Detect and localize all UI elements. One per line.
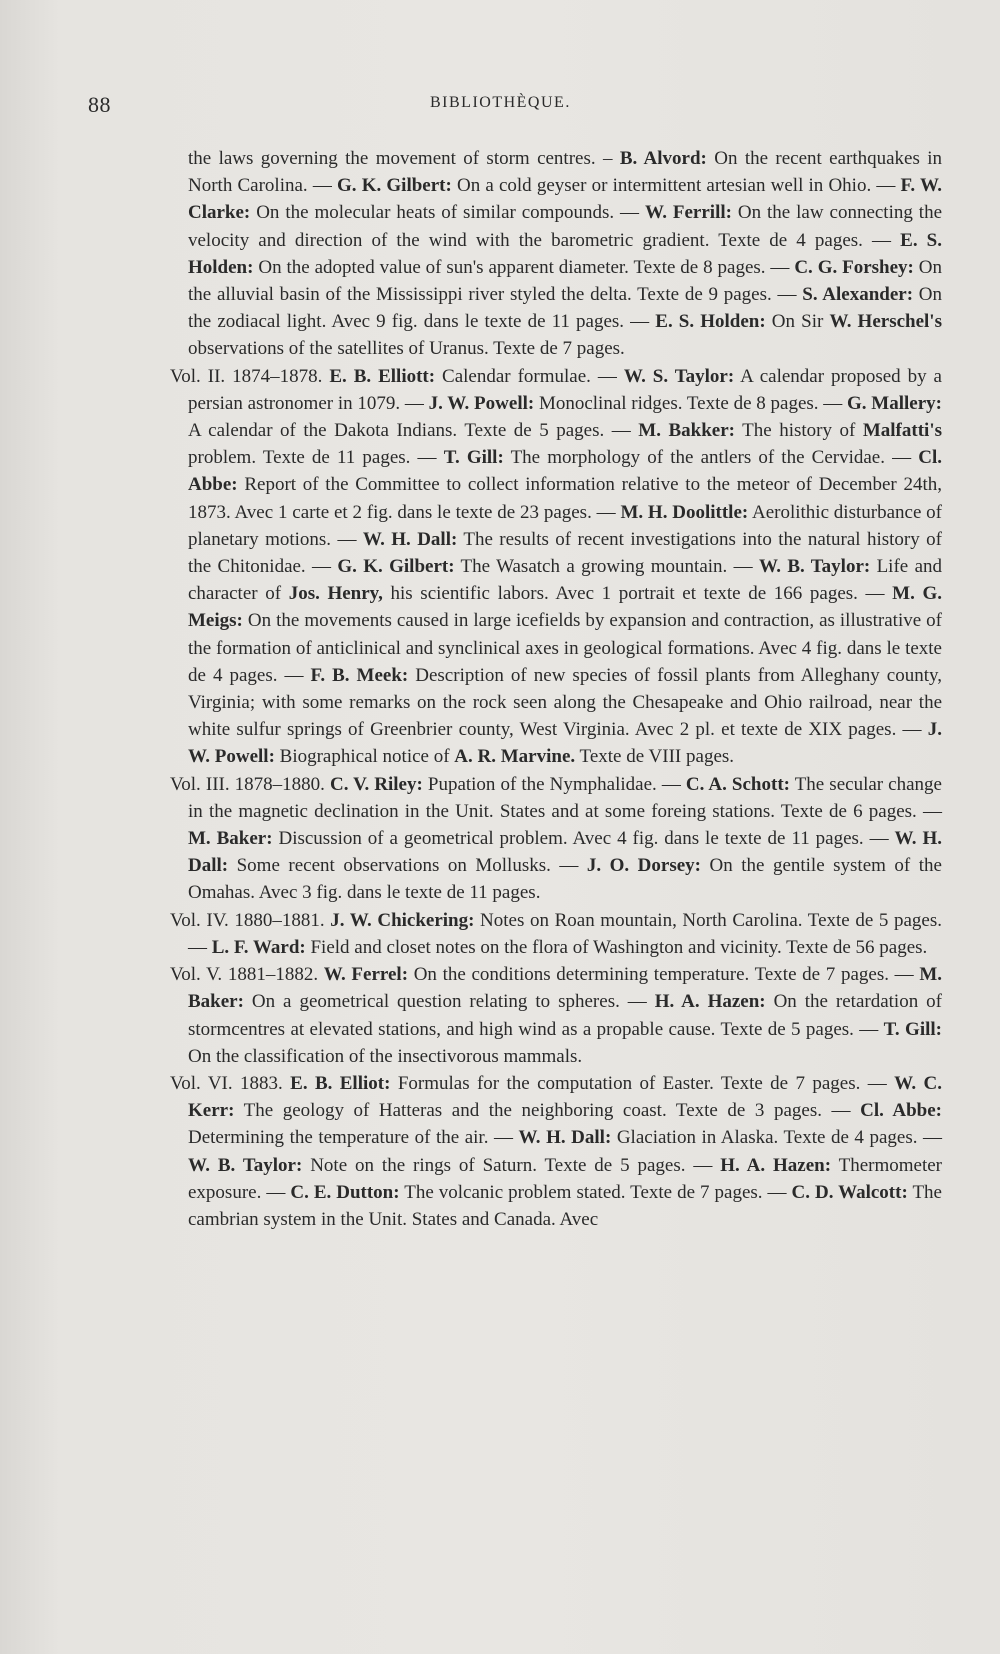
author-name: G. Mallery:: [847, 392, 942, 414]
author-name: H. A. Hazen:: [654, 991, 766, 1013]
author-name: M. Baker:: [188, 828, 273, 850]
entry-text: Discussion of a geometrical problem. Avec 4 fig. dans le texte de 11 pages. —: [272, 828, 895, 850]
entry-text: Life and character of: [188, 556, 942, 605]
author-name: H. A. Hazen:: [720, 1154, 832, 1176]
author-name: J. W. Powell:: [428, 392, 535, 414]
entry-text: Field and closet notes on the flora of Washington and vicinity. Texte de 56 pages.: [305, 936, 928, 958]
page-number: 88: [88, 92, 111, 117]
entry-text: Vol. VI. 1883.: [170, 1072, 291, 1094]
author-name: W. B. Taylor:: [188, 1154, 303, 1176]
author-name: F. B. Meek:: [310, 664, 409, 686]
author-name: M. H. Doolittle:: [620, 501, 749, 523]
entry-text: The cambrian system in the Unit. States and Canada. Avec: [188, 1181, 942, 1230]
author-name: E. S. Holden:: [655, 311, 766, 333]
author-name: C. A. Schott:: [685, 773, 790, 795]
author-name: W. H. Dall:: [188, 828, 942, 877]
paragraph-vol-ii: [170, 363, 942, 771]
entry-text: On the molecular heats of similar compounds. —: [250, 202, 645, 224]
entry-text: A calendar proposed by a persian astronomer in 1079. —: [188, 365, 942, 414]
entry-text: Aerolithic disturbance of planetary motions. —: [188, 501, 942, 550]
entry-text: The morphology of the antlers of the Cervidae. —: [503, 447, 919, 469]
author-name: J. O. Dorsey:: [586, 855, 701, 877]
author-name: M. Bakker:: [638, 420, 735, 442]
author-name: J. W. Powell:: [188, 719, 942, 768]
entry-text: The history of: [734, 420, 863, 442]
author-name: T. Gill:: [883, 1018, 942, 1040]
entry-text: Vol. V. 1881–1882.: [170, 964, 324, 986]
entry-text: Some recent observations on Mollusks. —: [228, 855, 587, 877]
author-name: W. Ferrel:: [323, 964, 409, 986]
author-name: E. S. Holden:: [188, 229, 942, 278]
author-name: W. Herschel's: [829, 311, 942, 333]
author-name: A. R. Marvine.: [454, 746, 576, 768]
entry-text: On the conditions determining temperature. Texte de 7 pages. —: [408, 964, 920, 986]
entry-text: On a geometrical question relating to spheres. —: [243, 991, 655, 1013]
author-name: B. Alvord:: [619, 148, 707, 169]
author-name: Malfatti's: [862, 420, 942, 442]
author-name: L. F. Ward:: [211, 936, 306, 958]
paragraph-vol-v: [170, 961, 942, 1070]
author-name: W. H. Dall:: [362, 528, 458, 550]
entry-text: Glaciation in Alaska. Texte de 4 pages. —: [611, 1127, 943, 1149]
paragraph-continuation: [170, 145, 942, 363]
author-name: W. H. Dall:: [518, 1127, 612, 1149]
paragraph-vol-iii: [170, 771, 942, 907]
author-name: G. K. Gilbert:: [337, 556, 455, 578]
paragraph-vol-vi: [170, 1070, 942, 1233]
author-name: T. Gill:: [443, 447, 504, 469]
entry-text: On the zodiacal light. Avec 9 fig. dans le texte de 11 pages. —: [188, 284, 942, 333]
entry-text: The Wasatch a growing mountain. —: [454, 556, 759, 578]
author-name: G. K. Gilbert:: [337, 175, 452, 197]
author-name: C. G. Forshey:: [794, 256, 914, 278]
entry-text: Notes on Roan mountain, North Carolina. Texte de 5 pages. —: [188, 909, 942, 958]
entry-text: The geology of Hatteras and the neighboring coast. Texte de 3 pages. —: [234, 1100, 861, 1122]
entry-text: The volcanic problem stated. Texte de 7 pages. —: [399, 1181, 792, 1203]
entry-text: Thermometer exposure. —: [188, 1154, 942, 1203]
entry-text: A calendar of the Dakota Indians. Texte de 5 pages. —: [188, 420, 639, 442]
entry-text: Biographical notice of: [274, 746, 455, 768]
body-text: [170, 145, 942, 1233]
entry-text: On the alluvial basin of the Mississippi river styled the delta. Texte de 9 pages. —: [188, 256, 943, 306]
author-name: W. S. Taylor:: [623, 365, 735, 387]
author-name: M. G. Meigs:: [188, 583, 942, 632]
entry-text: Vol. III. 1878–1880.: [170, 773, 330, 795]
entry-text: Vol. II. 1874–1878.: [170, 365, 330, 387]
entry-text: observations of the satellites of Uranus. Texte de 7 pages.: [188, 338, 625, 360]
entry-text: Determining the temperature of the air. —: [188, 1127, 519, 1149]
entry-text: Note on the rings of Saturn. Texte de 5 pages. —: [302, 1154, 721, 1176]
entry-text: Calendar formulae. —: [435, 365, 624, 387]
running-head: BIBLIOTHÈQUE.: [430, 94, 571, 111]
author-name: Jos. Henry,: [288, 583, 383, 605]
entry-text: On the movements caused in large icefields by expansion and contraction, as illustrative of the formation of anticlinical and synclinical axes in geological formations. Avec 4 fig. dans le texte de 4 pages. —: [188, 610, 942, 686]
author-name: W. B. Taylor:: [758, 556, 871, 578]
entry-text: Formulas for the computation of Easter. Texte de 7 pages. —: [390, 1072, 895, 1094]
paragraph-vol-iv: [170, 907, 942, 961]
entry-text: On Sir: [765, 311, 830, 333]
author-name: J. W. Chickering:: [330, 909, 475, 931]
author-name: E. B. Elliot:: [290, 1072, 391, 1094]
entry-text: On the gentile system of the Omahas. Avec 3 fig. dans le texte de 11 pages.: [188, 855, 942, 904]
page-header: [88, 92, 988, 122]
entry-text: Monoclinal ridges. Texte de 8 pages. —: [534, 392, 848, 414]
entry-text: On a cold geyser or intermittent artesian well in Ohio. —: [451, 175, 901, 197]
entry-text: The results of recent investigations into the natural history of the Chitonidae. —: [188, 528, 942, 578]
entry-text: Pupation of the Nymphalidae. —: [422, 773, 686, 795]
entry-text: the laws governing the movement of storm centres. –: [188, 148, 620, 169]
entry-text: On the adopted value of sun's apparent diameter. Texte de 8 pages. —: [253, 256, 795, 278]
author-name: C. D. Walcott:: [791, 1181, 908, 1203]
author-name: S. Alexander:: [802, 284, 914, 306]
author-name: C. V. Riley:: [329, 773, 423, 795]
entry-text: problem. Texte de 11 pages. —: [188, 447, 444, 469]
entry-text: his scientific labors. Avec 1 portrait et texte de 166 pages. —: [382, 583, 893, 605]
author-name: W. C. Kerr:: [188, 1072, 943, 1122]
entry-text: Texte de VIII pages.: [575, 746, 735, 768]
author-name: Cl. Abbe:: [188, 447, 942, 496]
entry-text: On the classification of the insectivorous mammals.: [188, 1045, 583, 1067]
entry-text: Report of the Committee to collect information relative to the meteor of December 24th, 1873. Avec 1 carte et 2 fig. dans le texte de 23 pages. —: [188, 474, 942, 523]
author-name: M. Baker:: [188, 964, 943, 1013]
author-name: Cl. Abbe:: [860, 1100, 942, 1122]
author-name: C. E. Dutton:: [290, 1181, 400, 1203]
author-name: W. Ferrill:: [644, 202, 732, 224]
author-name: F. W. Clarke:: [188, 175, 942, 224]
author-name: E. B. Elliott:: [329, 365, 436, 387]
entry-text: On the law connecting the velocity and direction of the wind with the barometric gradient. Texte de 4 pages. —: [188, 202, 942, 251]
entry-text: Description of new species of fossil plants from Alleghany county, Virginia; with some remarks on the rock seen along the Chesapeake and Ohio railroad, near the white sulfur springs of Greenbrier county, West Virginia. Avec 2 pl. et texte de XIX pages. —: [188, 664, 942, 741]
entry-text: Vol. IV. 1880–1881.: [170, 909, 331, 931]
entry-text: On the recent earthquakes in North Carolina. —: [188, 148, 943, 197]
entry-text: On the retardation of stormcentres at elevated stations, and high wind as a propable cause. Texte de 5 pages. —: [188, 991, 942, 1040]
entry-text: The secular change in the magnetic declination in the Unit. States and at some foreing stations. Texte de 6 pages. —: [188, 773, 942, 822]
